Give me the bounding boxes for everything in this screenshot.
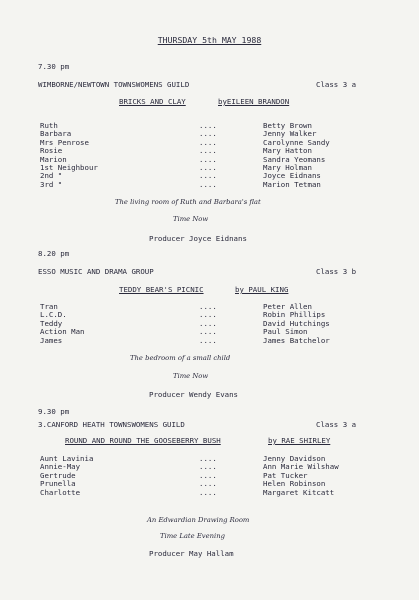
section-1-producer: Producer Joyce Eidnans bbox=[149, 234, 247, 243]
section-1-author: byEILEEN BRANDON bbox=[218, 97, 290, 106]
cast-actor: Pat Tucker bbox=[263, 470, 308, 480]
section-2-setting: The bedroom of a small child bbox=[130, 354, 231, 362]
cast-dots: .... bbox=[199, 310, 217, 320]
section-2-group: ESSO MUSIC AND DRAMA GROUP bbox=[38, 267, 154, 276]
cast-actor: Helen Robinson bbox=[263, 479, 326, 489]
section-2-time: 8.20 pm bbox=[38, 249, 70, 258]
cast-role: L.C.D. bbox=[40, 310, 67, 320]
cast-dots: .... bbox=[199, 302, 217, 311]
cast-actor: Mary Holman bbox=[263, 162, 312, 172]
cast-dots: .... bbox=[199, 179, 217, 189]
section-1-setting: The living room of Ruth and Barbara's flat bbox=[115, 198, 261, 206]
cast-role: Action Man bbox=[40, 327, 85, 337]
cast-dots: .... bbox=[199, 137, 217, 147]
cast-dots: .... bbox=[199, 171, 217, 181]
cast-actor: Robin Phillips bbox=[263, 310, 326, 320]
cast-role: James bbox=[40, 335, 63, 345]
section-3-time-line: Time Late Evening bbox=[160, 532, 225, 540]
cast-role: Teddy bbox=[40, 318, 63, 328]
cast-dots: .... bbox=[199, 121, 217, 130]
cast-role: Marion bbox=[40, 154, 67, 164]
cast-dots: .... bbox=[199, 154, 217, 164]
section-3-author: by RAE SHIRLEY bbox=[268, 436, 331, 445]
section-2-cast-list bbox=[0, 303, 419, 345]
cast-actor: Carolynne Sandy bbox=[263, 137, 330, 147]
page-title: THURSDAY 5th MAY 1988 bbox=[157, 35, 262, 45]
cast-role: Rosie bbox=[40, 146, 63, 156]
cast-row bbox=[0, 181, 419, 189]
cast-role: Barbara bbox=[40, 129, 72, 139]
cast-dots: .... bbox=[199, 454, 217, 463]
cast-actor: Sandra Yeomans bbox=[263, 154, 326, 164]
cast-actor: Jenny Walker bbox=[263, 129, 317, 139]
cast-actor: Peter Allen bbox=[263, 302, 312, 311]
cast-actor: Mary Hatton bbox=[263, 146, 312, 156]
cast-actor: Marion Tetman bbox=[263, 179, 321, 189]
section-1-time-line: Time Now bbox=[173, 215, 209, 223]
section-1-class: Class 3 a bbox=[316, 80, 357, 89]
cast-dots: .... bbox=[199, 327, 217, 337]
cast-dots: .... bbox=[199, 129, 217, 139]
cast-row bbox=[0, 489, 419, 497]
section-2-class: Class 3 b bbox=[316, 267, 357, 276]
cast-role: Ruth bbox=[40, 121, 58, 130]
section-3-group: 3.CANFORD HEATH TOWNSWOMENS GUILD bbox=[38, 420, 185, 429]
section-1-cast-list bbox=[0, 122, 419, 189]
section-3-setting: An Edwardian Drawing Room bbox=[147, 516, 250, 524]
cast-dots: .... bbox=[199, 487, 217, 497]
section-2-time-line: Time Now bbox=[173, 372, 209, 380]
section-1-play-title: BRICKS AND CLAY bbox=[119, 97, 186, 106]
section-2-author: by PAUL KING bbox=[235, 285, 289, 294]
cast-role: Gertrude bbox=[40, 470, 76, 480]
section-3-time: 9.30 pm bbox=[38, 407, 70, 416]
cast-dots: .... bbox=[199, 335, 217, 345]
cast-role: Charlotte bbox=[40, 487, 81, 497]
cast-row bbox=[0, 337, 419, 345]
section-3-producer: Producer May Hallam bbox=[149, 549, 234, 558]
cast-actor: Ann Marie Wilshaw bbox=[263, 462, 339, 472]
section-3-cast-list bbox=[0, 455, 419, 497]
cast-role: Annie-May bbox=[40, 462, 81, 472]
cast-dots: .... bbox=[199, 462, 217, 472]
cast-role: 1st Neighbour bbox=[40, 162, 98, 172]
section-2-play-title: TEDDY BEAR'S PICNIC bbox=[119, 285, 204, 294]
cast-role: 2nd " bbox=[40, 171, 63, 181]
section-3-play-title: ROUND AND ROUND THE GOOSEBERRY BUSH bbox=[65, 436, 221, 445]
cast-role: Aunt Lavinia bbox=[40, 454, 94, 463]
section-2-producer: Producer Wendy Evans bbox=[149, 390, 238, 399]
cast-actor: Betty Brown bbox=[263, 121, 312, 130]
cast-actor: David Hutchings bbox=[263, 318, 330, 328]
cast-actor: Joyce Eidnans bbox=[263, 171, 321, 181]
section-1-time: 7.30 pm bbox=[38, 62, 70, 71]
cast-actor: Jenny Davidson bbox=[263, 454, 326, 463]
cast-dots: .... bbox=[199, 318, 217, 328]
cast-role: Mrs Penrose bbox=[40, 137, 89, 147]
cast-actor: Paul Simon bbox=[263, 327, 308, 337]
cast-role: Tran bbox=[40, 302, 58, 311]
section-1-group: WIMBORNE/NEWTOWN TOWNSWOMENS GUILD bbox=[38, 80, 190, 89]
cast-role: Prunella bbox=[40, 479, 76, 489]
cast-dots: .... bbox=[199, 162, 217, 172]
cast-actor: Margaret Kitcatt bbox=[263, 487, 335, 497]
cast-actor: James Batchelor bbox=[263, 335, 330, 345]
cast-dots: .... bbox=[199, 470, 217, 480]
cast-dots: .... bbox=[199, 479, 217, 489]
section-3-class: Class 3 a bbox=[316, 420, 357, 429]
cast-role: 3rd " bbox=[40, 179, 63, 189]
cast-dots: .... bbox=[199, 146, 217, 156]
